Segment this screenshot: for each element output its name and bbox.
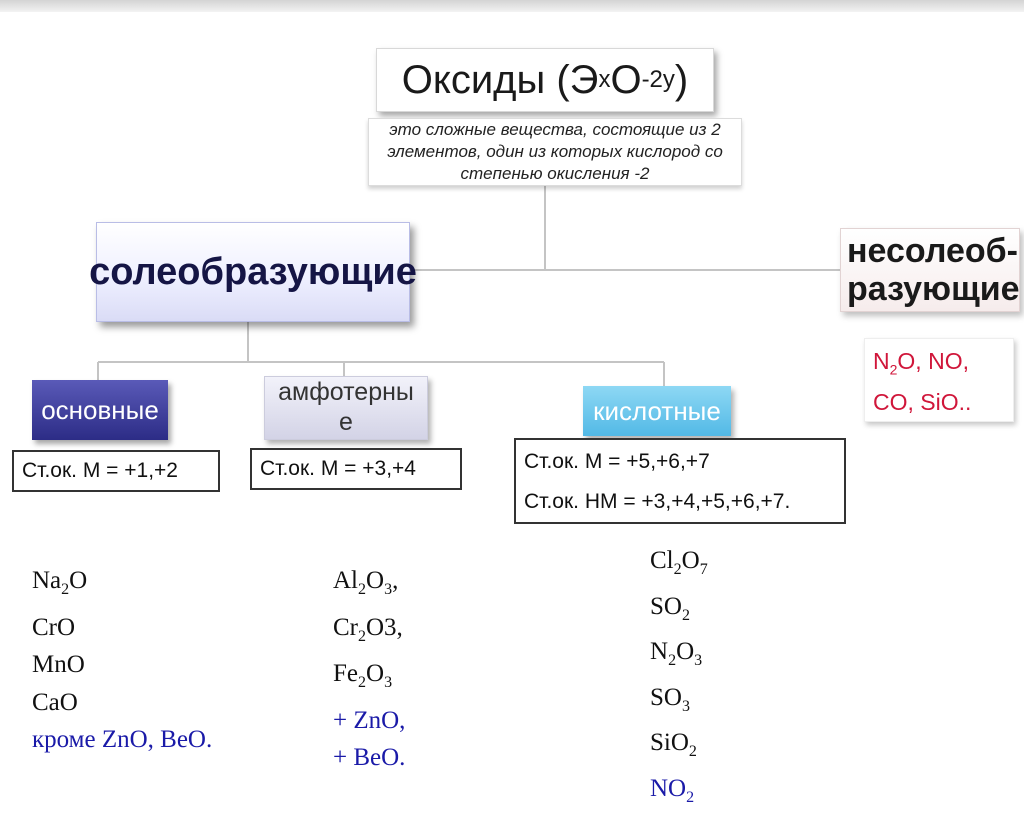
list-item-exception: кроме ZnO, BeO. <box>32 721 212 759</box>
acidic-examples-list <box>650 543 708 816</box>
list-item: $N_2O_3$ <box>650 634 708 680</box>
category-amphoteric <box>264 376 428 440</box>
basic-oxidation-state: Ст.ок. М = +1,+2 <box>22 459 178 483</box>
list-item: $Al_2O_3$, <box>333 562 405 609</box>
category-acidic-label: кислотные <box>593 396 721 427</box>
list-item: $SO_2$ <box>650 589 708 635</box>
list-item: CrO <box>32 609 212 647</box>
category-amphoteric-label-line2: е <box>265 407 427 437</box>
category-basic-label: основные <box>41 395 159 426</box>
title-prefix: Оксиды (Э <box>402 58 599 103</box>
category-acidic <box>583 386 731 436</box>
list-item: $Fe_2O_3$ <box>333 655 405 702</box>
list-item-addition: + ZnO, <box>333 702 405 740</box>
list-item: CaO <box>32 684 212 722</box>
definition-line: это сложные вещества, состоящие из 2 <box>387 119 723 141</box>
definition-box <box>368 118 742 186</box>
list-item: SiO$_2$ <box>650 725 708 771</box>
acidic-oxidation-state-box <box>514 438 846 524</box>
acidic-oxidation-state-metal: Ст.ок. М = +5,+6,+7 <box>524 442 844 482</box>
list-item: $SO_3$ <box>650 680 708 726</box>
acidic-oxidation-state-nonmetal: Ст.ок. НМ = +3,+4,+5,+6,+7. <box>524 482 844 522</box>
category-amphoteric-label-line1: амфотерны <box>265 377 427 407</box>
oxides-title-box <box>376 48 714 112</box>
list-item: $Na_2O$ <box>32 562 212 609</box>
non-salt-forming-label-line2: разующие <box>847 270 1020 308</box>
title-suffix: ) <box>675 58 688 103</box>
list-item: MnO <box>32 646 212 684</box>
basic-oxidation-state-box <box>12 450 220 492</box>
definition-line: элементов, один из которых кислород со <box>387 141 723 163</box>
amphoteric-oxidation-state-box <box>250 448 462 490</box>
non-salt-forming-label-line1: несолеоб- <box>847 232 1020 270</box>
title-oxygen: O <box>610 58 641 103</box>
definition-line: степенью окисления -2 <box>387 163 723 185</box>
non-salt-example-line1: $N_2O$, NO, <box>873 345 1005 386</box>
list-item: $Cl_2O_7$ <box>650 543 708 589</box>
salt-forming-box <box>96 222 410 322</box>
title-y-subscript: y <box>663 66 675 94</box>
amphoteric-oxidation-state: Ст.ок. М = +3,+4 <box>260 457 416 481</box>
list-item-highlight: $NO_2$ <box>650 771 708 816</box>
list-item: $Cr_2O3$, <box>333 609 405 656</box>
salt-forming-label: солеобразующие <box>89 251 417 294</box>
title-charge-superscript: -2 <box>642 66 663 94</box>
title-x-subscript: x <box>598 66 610 94</box>
amphoteric-examples-list <box>333 562 405 777</box>
basic-examples-list <box>32 562 212 759</box>
non-salt-forming-examples <box>864 338 1014 422</box>
list-item-addition: + BeO. <box>333 739 405 777</box>
category-basic <box>32 380 168 440</box>
non-salt-example-line2: CO, SiO.. <box>873 386 1005 418</box>
non-salt-forming-box <box>840 228 1020 312</box>
